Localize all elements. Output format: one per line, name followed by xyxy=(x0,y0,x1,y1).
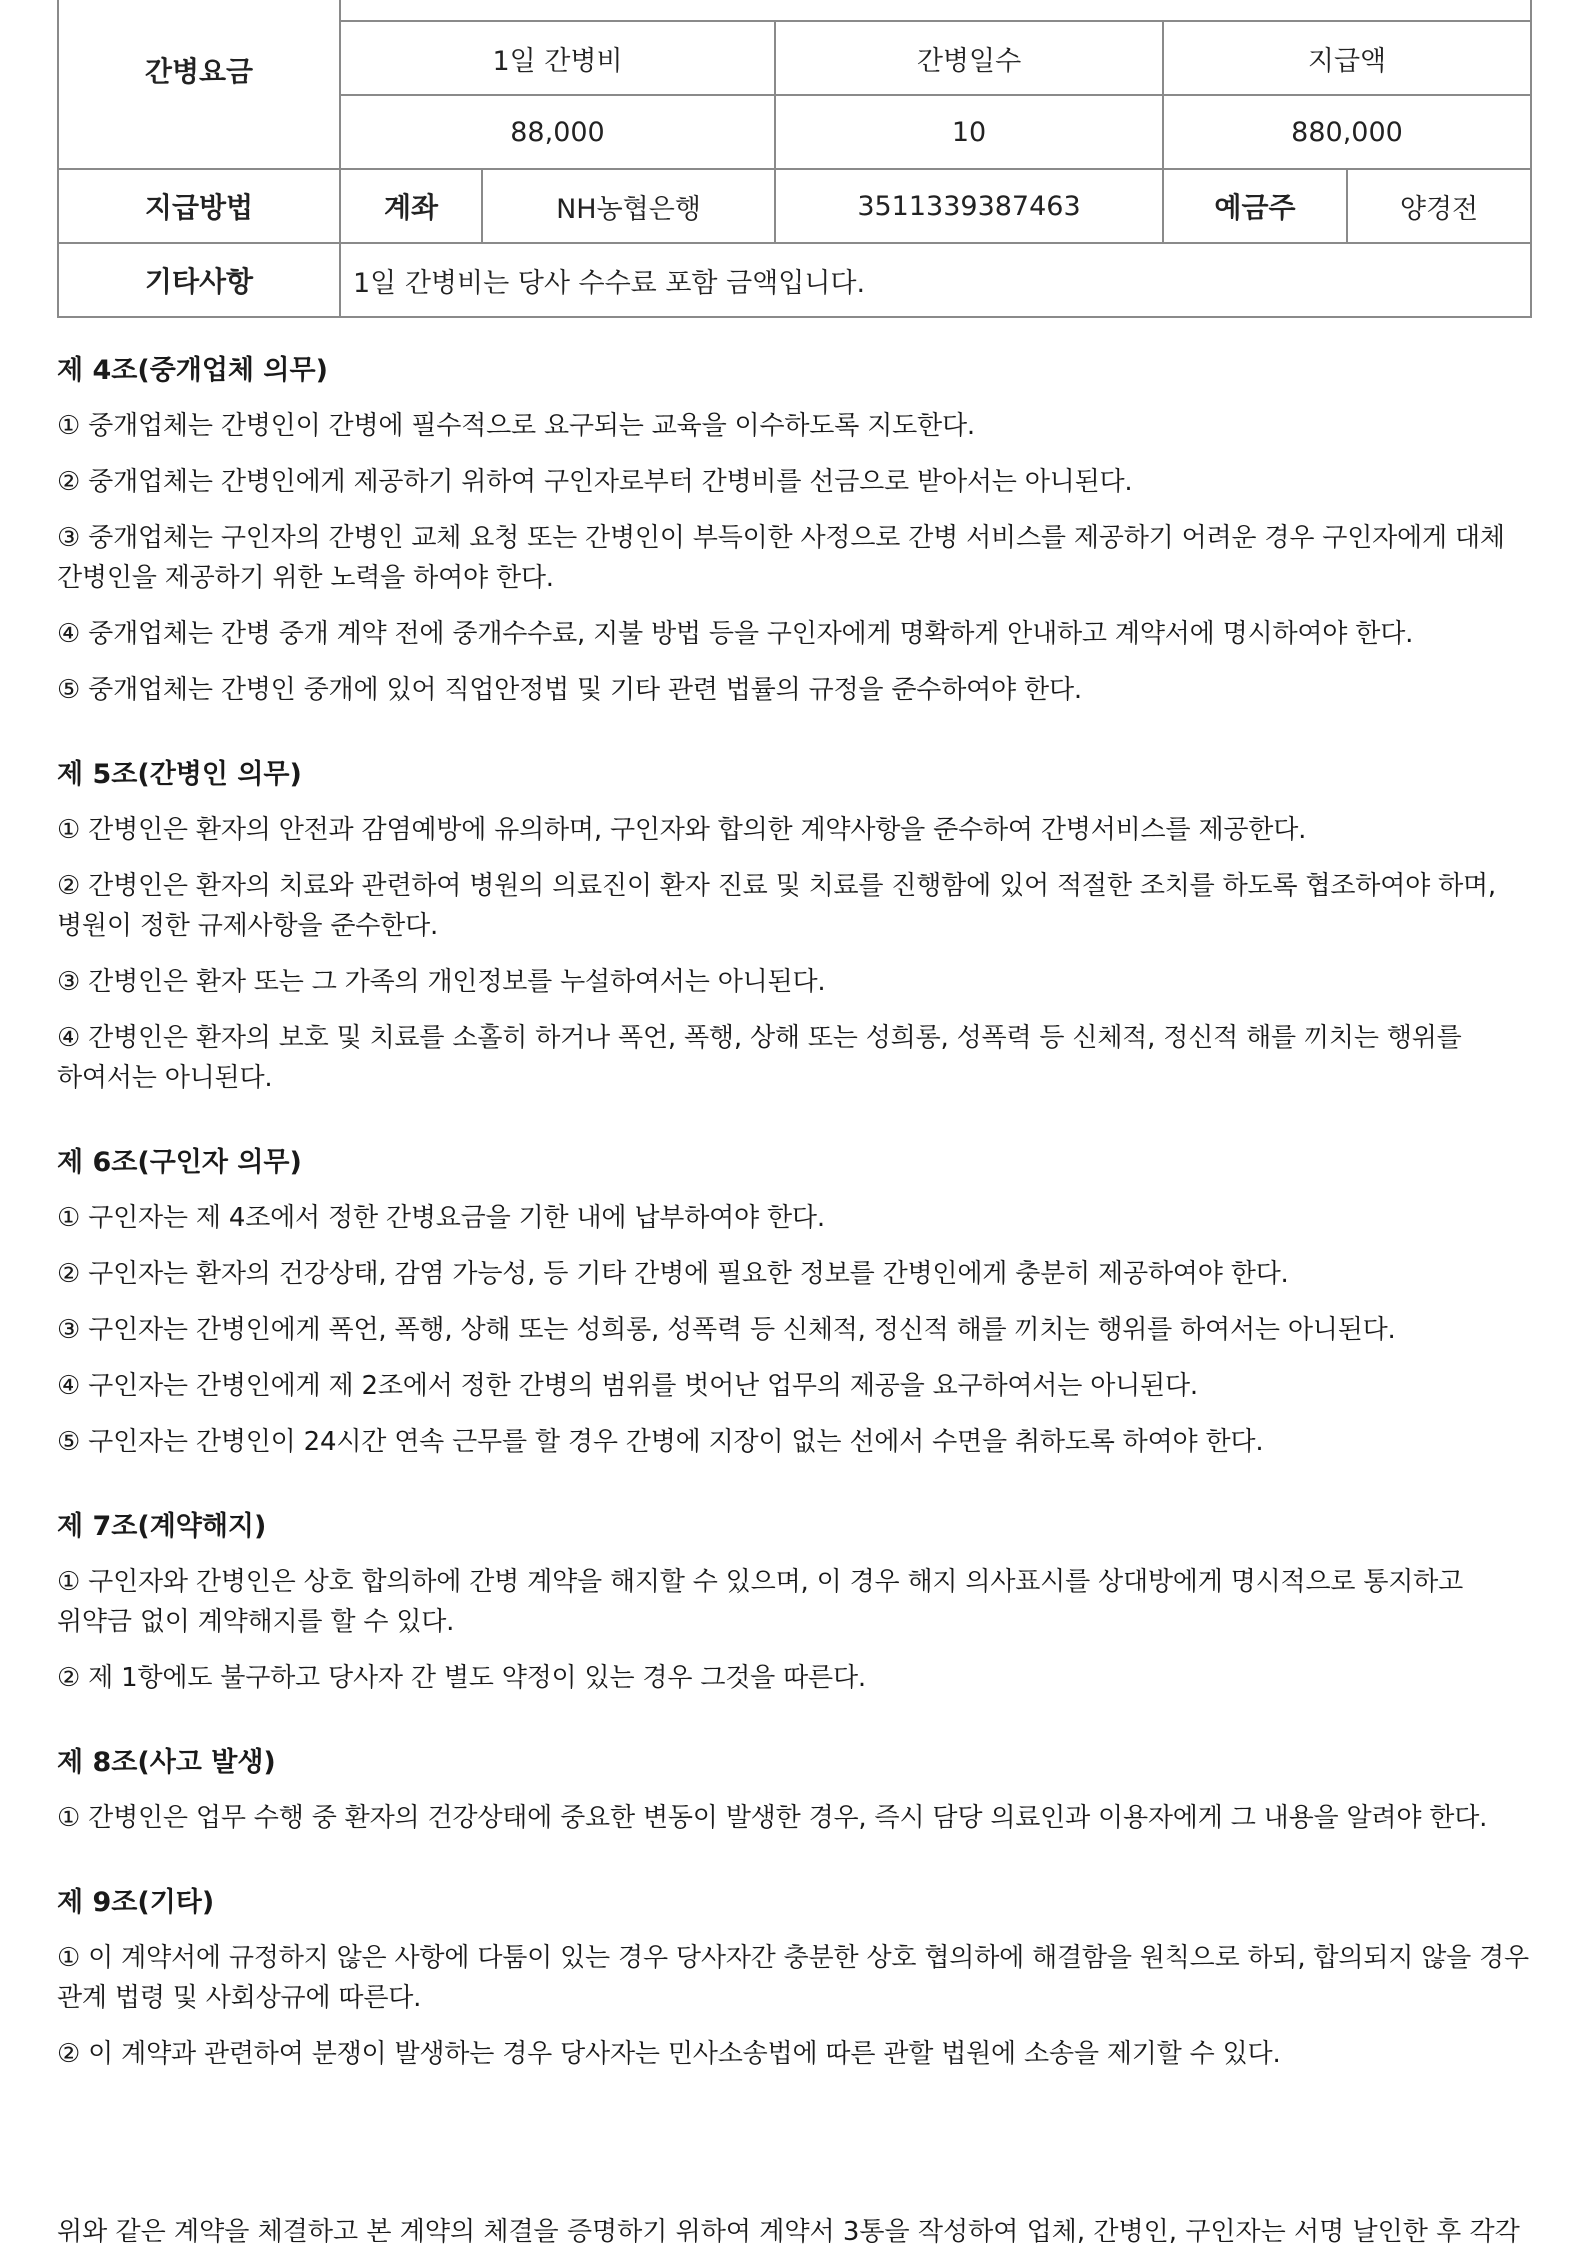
article-clause: ④ 간병인은 환자의 보호 및 치료를 소홀히 하거나 폭언, 폭행, 상해 또는 성희롱, 성폭력 등 신체적, 정신적 해를 끼치는 행위를 하여서는 아니된다. xyxy=(57,1023,1462,1093)
article-clause: ④ 구인자는 간병인에게 제 2조에서 정한 간병의 범위를 벗어난 업무의 제공을 요구하여서는 아니된다. xyxy=(57,1371,1198,1401)
article-block xyxy=(57,756,1535,1098)
article-title: 제 8조(사고 발생) xyxy=(57,1747,276,1778)
article-clause: ① 이 계약서에 규정하지 않은 사항에 다툼이 있는 경우 당사자간 충분한 상호 협의하에 해결함을 원칙으로 하되, 합의되지 않을 경우 관계 법령 및 사회상규에 따른다. xyxy=(57,1943,1529,2013)
daily-fee-value: 88,000 xyxy=(340,95,775,169)
fee-table-top-empty-cell xyxy=(340,0,1531,21)
days-header: 간병일수 xyxy=(775,21,1163,95)
article-block xyxy=(57,352,1535,710)
article-clause: ① 간병인은 업무 수행 중 환자의 건강상태에 중요한 변동이 발생한 경우, 즉시 담당 의료인과 이용자에게 그 내용을 알려야 한다. xyxy=(57,1803,1488,1833)
article-clause: ② 이 계약과 관련하여 분쟁이 발생하는 경우 당사자는 민사소송법에 따른 관할 법원에 소송을 제기할 수 있다. xyxy=(57,2039,1281,2069)
closing-text: 위와 같은 계약을 체결하고 본 계약의 체결을 증명하기 위하여 계약서 3통을 작성하여 업체, 간병인, 구인자는 서명 날인한 후 각각 xyxy=(57,2217,1520,2247)
article-clause: ④ 중개업체는 간병 중개 계약 전에 중개수수료, 지불 방법 등을 구인자에게 명확하게 안내하고 계약서에 명시하여야 한다. xyxy=(57,619,1414,649)
holder-name: 양경전 xyxy=(1347,169,1531,243)
fee-label: 간병요금 xyxy=(58,0,340,169)
article-clause: ③ 구인자는 간병인에게 폭언, 폭행, 상해 또는 성희롱, 성폭력 등 신체적, 정신적 해를 끼치는 행위를 하여서는 아니된다. xyxy=(57,1315,1396,1345)
article-clause: ② 간병인은 환자의 치료와 관련하여 병원의 의료진이 환자 진료 및 치료를 진행함에 있어 적절한 조치를 하도록 협조하여야 하며, 병원이 정한 규제사항을 준수한다. xyxy=(57,871,1496,941)
article-clause: ③ 간병인은 환자 또는 그 가족의 개인정보를 누설하여서는 아니된다. xyxy=(57,967,826,997)
article-title: 제 9조(기타) xyxy=(57,1887,215,1918)
article-title: 제 5조(간병인 의무) xyxy=(57,759,302,790)
article-clause: ② 중개업체는 간병인에게 제공하기 위하여 구인자로부터 간병비를 선금으로 받아서는 아니된다. xyxy=(57,467,1133,497)
daily-fee-header: 1일 간병비 xyxy=(340,21,775,95)
other-text: 1일 간병비는 당사 수수료 포함 금액입니다. xyxy=(340,243,1531,317)
fee-table xyxy=(57,0,1532,318)
other-row xyxy=(58,243,1531,317)
article-block xyxy=(57,1744,1535,1838)
article-clause: ① 구인자와 간병인은 상호 합의하에 간병 계약을 해지할 수 있으며, 이 경우 해지 의사표시를 상대방에게 명시적으로 통지하고 위약금 없이 계약해지를 할 수 있다. xyxy=(57,1567,1464,1637)
article-block xyxy=(57,1144,1535,1462)
account-number: 3511339387463 xyxy=(775,169,1163,243)
account-label: 계좌 xyxy=(340,169,482,243)
article-clause: ⑤ 중개업체는 간병인 중개에 있어 직업안정법 및 기타 관련 법률의 규정을 준수하여야 한다. xyxy=(57,675,1082,705)
article-clause: ② 구인자는 환자의 건강상태, 감염 가능성, 등 기타 간병에 필요한 정보를 간병인에게 충분히 제공하여야 한다. xyxy=(57,1259,1289,1289)
payment-method-row xyxy=(58,169,1531,243)
payment-value: 880,000 xyxy=(1163,95,1531,169)
article-clause: ① 중개업체는 간병인이 간병에 필수적으로 요구되는 교육을 이수하도록 지도한다. xyxy=(57,411,975,441)
holder-label: 예금주 xyxy=(1163,169,1347,243)
method-label: 지급방법 xyxy=(58,169,340,243)
article-clause: ① 간병인은 환자의 안전과 감염예방에 유의하며, 구인자와 합의한 계약사항을 준수하여 간병서비스를 제공한다. xyxy=(57,815,1307,845)
article-clause: ③ 중개업체는 구인자의 간병인 교체 요청 또는 간병인이 부득이한 사정으로 간병 서비스를 제공하기 어려운 경우 구인자에게 대체 간병인을 제공하기 위한 노력을 하여야 한다. xyxy=(57,523,1505,593)
article-clause: ⑤ 구인자는 간병인이 24시간 연속 근무를 할 경우 간병에 지장이 없는 선에서 수면을 취하도록 하여야 한다. xyxy=(57,1427,1264,1457)
bank-name: NH농협은행 xyxy=(482,169,775,243)
article-block xyxy=(57,1508,1535,1698)
days-value: 10 xyxy=(775,95,1163,169)
article-title: 제 7조(계약해지) xyxy=(57,1511,267,1542)
articles-section xyxy=(57,352,1535,2120)
article-clause: ② 제 1항에도 불구하고 당사자 간 별도 약정이 있는 경우 그것을 따른다. xyxy=(57,1663,866,1693)
fee-table-top-row xyxy=(58,0,1531,21)
payment-header: 지급액 xyxy=(1163,21,1531,95)
article-title: 제 6조(구인자 의무) xyxy=(57,1147,302,1178)
article-title: 제 4조(중개업체 의무) xyxy=(57,355,328,386)
other-label: 기타사항 xyxy=(58,243,340,317)
article-clause: ① 구인자는 제 4조에서 정한 간병요금을 기한 내에 납부하여야 한다. xyxy=(57,1203,825,1233)
article-block xyxy=(57,1884,1535,2074)
